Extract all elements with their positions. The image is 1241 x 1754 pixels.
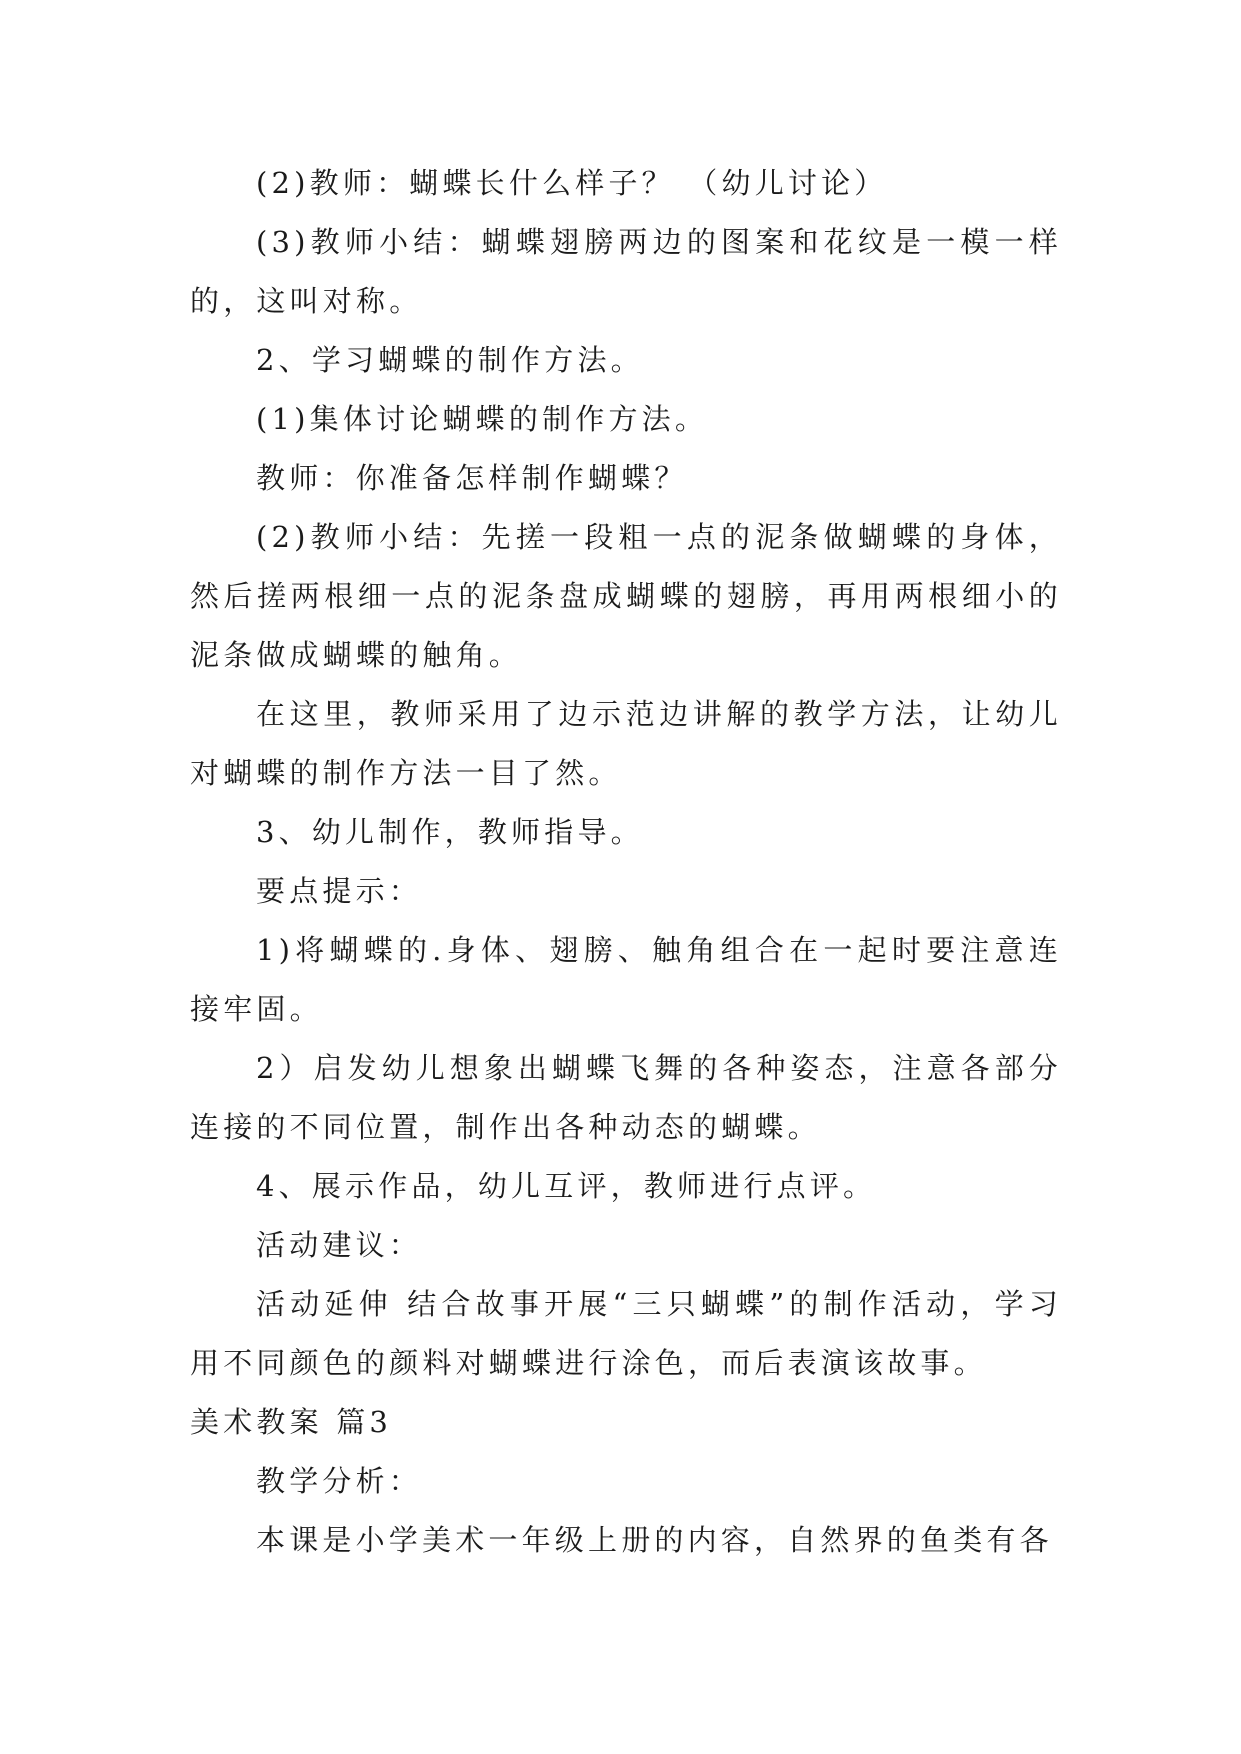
paragraph: 教学分析：: [256, 1464, 423, 1498]
paragraph: 1)将蝴蝶的.身体、翅膀、触角组合在一起时要注意连接牢固。: [190, 933, 1062, 1026]
paragraph: (2)教师小结：先搓一段粗一点的泥条做蝴蝶的身体，然后搓两根细一点的泥条盘成蝴蝶的翅膀，再用两根细小的泥条做成蝴蝶的触角。: [190, 520, 1062, 672]
paragraph: 要点提示：: [256, 874, 423, 908]
paragraph: (2)教师：蝴蝶长什么样子？ （幼儿讨论）: [256, 166, 888, 200]
paragraph: 2、学习蝴蝶的制作方法。: [256, 343, 644, 377]
paragraph: 活动延伸 结合故事开展“三只蝴蝶”的制作活动，学习用不同颜色的颜料对蝴蝶进行涂色，而后表演该故事。: [190, 1287, 1062, 1380]
paragraph: (3)教师小结：蝴蝶翅膀两边的图案和花纹是一模一样的，这叫对称。: [190, 225, 1062, 318]
paragraph: 4、展示作品，幼儿互评，教师进行点评。: [256, 1169, 877, 1203]
paragraph: 2）启发幼儿想象出蝴蝶飞舞的各种姿态，注意各部分连接的不同位置，制作出各种动态的蝴蝶。: [190, 1051, 1062, 1144]
document-body: [190, 154, 1062, 1570]
paragraph: 教师：你准备怎样制作蝴蝶？: [256, 461, 688, 495]
section-heading: 美术教案 篇3: [190, 1405, 393, 1439]
paragraph: 活动建议：: [256, 1228, 423, 1262]
paragraph: (1)集体讨论蝴蝶的制作方法。: [256, 402, 709, 436]
paragraph: 在这里，教师采用了边示范边讲解的教学方法，让幼儿对蝴蝶的制作方法一目了然。: [190, 697, 1062, 790]
paragraph: 本课是小学美术一年级上册的内容，自然界的鱼类有各: [256, 1523, 1053, 1557]
paragraph: 3、幼儿制作，教师指导。: [256, 815, 644, 849]
